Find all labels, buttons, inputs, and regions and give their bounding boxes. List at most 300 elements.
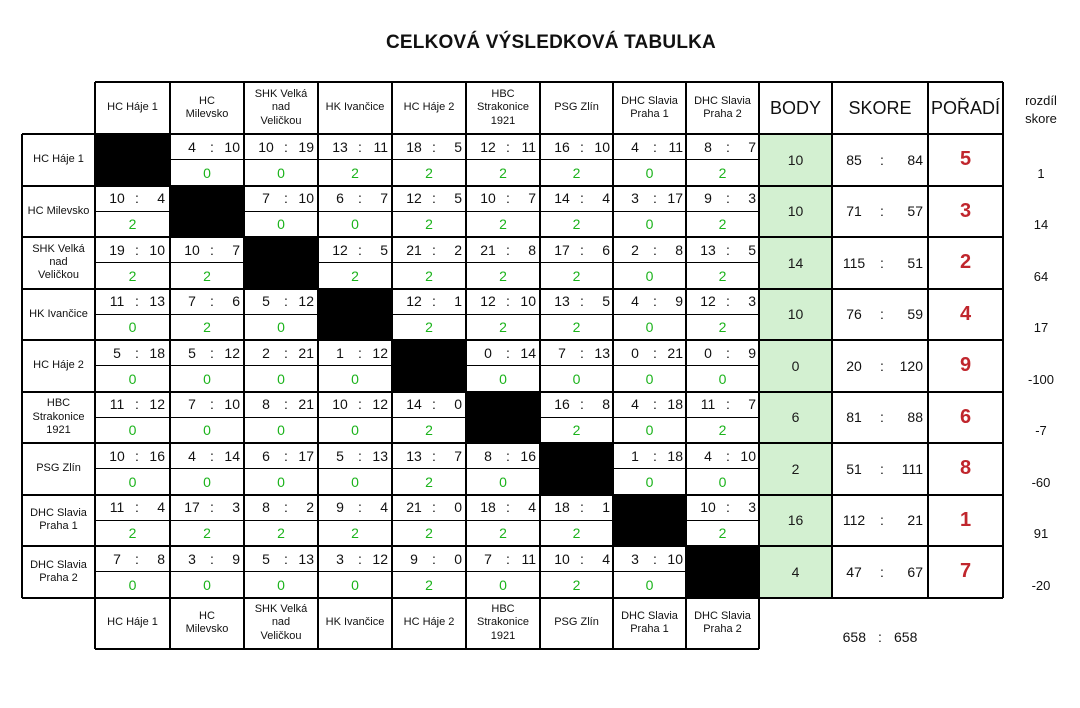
skore-total <box>832 600 928 674</box>
column-header-team: HBC Strakonice 1921 <box>477 88 529 127</box>
match-score <box>318 495 392 521</box>
score-home: 12 <box>332 241 348 258</box>
score-home: 5 <box>262 550 270 567</box>
column-footer-team: PSG Zlín <box>554 616 599 629</box>
score-separator: : <box>210 499 214 516</box>
score-away: 3 <box>232 499 240 516</box>
match-points: 0 <box>277 473 285 490</box>
score-away: 10 <box>594 138 610 155</box>
body-value: 4 <box>759 546 832 598</box>
score-separator: : <box>358 447 362 464</box>
score-separator: : <box>506 293 510 310</box>
score-separator: : <box>358 241 362 258</box>
score-home: 1 <box>336 344 344 361</box>
score-away: 4 <box>602 550 610 567</box>
score-home: 3 <box>631 190 639 207</box>
score-separator: : <box>653 550 657 567</box>
column-footer-team: HK Ivančice <box>325 616 385 629</box>
match-score <box>244 495 318 521</box>
score-away: 3 <box>748 499 756 516</box>
score-separator: : <box>135 293 139 310</box>
match-points: 0 <box>645 216 654 233</box>
score-away: 4 <box>602 190 610 207</box>
score-away: 13 <box>149 293 165 310</box>
rank-value: 8 <box>959 457 972 480</box>
score-away: 7 <box>454 447 462 464</box>
score-separator: : <box>506 499 510 516</box>
match-score <box>686 443 759 469</box>
score-home: 4 <box>704 447 712 464</box>
match-score <box>244 443 318 469</box>
grid-line <box>95 648 759 650</box>
match-points: 0 <box>645 319 654 336</box>
match-score <box>540 392 613 418</box>
score-away: 18 <box>667 447 683 464</box>
match-score <box>95 546 170 572</box>
match-score <box>95 340 170 366</box>
match-points: 0 <box>351 576 359 593</box>
score-home: 8 <box>704 138 712 155</box>
body-value: 0 <box>759 340 832 392</box>
grid-line <box>758 82 760 649</box>
score-home: 5 <box>336 447 344 464</box>
score-separator: : <box>284 550 288 567</box>
score-home: 0 <box>631 344 639 361</box>
match-points: 0 <box>203 576 211 593</box>
column-footer-team: HC Milevsko <box>185 609 229 635</box>
match-points: 2 <box>499 525 507 542</box>
score-separator: : <box>653 396 657 413</box>
match-points: 0 <box>128 422 137 439</box>
grid-line <box>95 262 759 263</box>
match-score <box>392 134 466 160</box>
rank-value: 6 <box>959 405 972 428</box>
score-away: 3 <box>748 293 756 310</box>
match-points: 0 <box>718 473 727 490</box>
score-home: 5 <box>188 344 196 361</box>
rozdil-value: 14 <box>1033 217 1049 233</box>
body-value: 10 <box>759 289 832 341</box>
score-home: 10 <box>109 190 125 207</box>
score-separator: : <box>210 344 214 361</box>
score-away: 12 <box>298 293 314 310</box>
score-separator: : <box>135 499 139 516</box>
rank-value: 7 <box>959 560 972 583</box>
skore-against: 21 <box>907 512 923 529</box>
score-home: 18 <box>480 499 496 516</box>
column-footer-team: SHK Velká nad Veličkou <box>254 603 308 642</box>
skore-for: 85 <box>846 151 862 168</box>
row-header-team: HC Háje 1 <box>33 153 84 166</box>
score-separator: : <box>284 138 288 155</box>
score-home: 13 <box>700 241 716 258</box>
match-score <box>686 392 759 418</box>
score-away: 16 <box>520 447 536 464</box>
score-away: 4 <box>528 499 536 516</box>
column-header-team: HC Háje 2 <box>403 101 455 114</box>
score-away: 18 <box>667 396 683 413</box>
score-separator: : <box>653 138 657 155</box>
column-header-team: SHK Velká nad Veličkou <box>254 88 308 127</box>
match-score <box>170 340 244 366</box>
match-points: 2 <box>718 319 727 336</box>
score-home: 13 <box>554 293 570 310</box>
match-score <box>466 340 540 366</box>
row-header-team: DHC Slavia Praha 1 <box>30 507 87 533</box>
match-points: 0 <box>277 422 285 439</box>
grid-line <box>95 365 759 366</box>
grid-line <box>95 417 759 418</box>
skore-against: 84 <box>907 151 923 168</box>
score-separator: : <box>135 550 139 567</box>
score-away: 7 <box>232 241 240 258</box>
match-score <box>466 289 540 315</box>
score-away: 11 <box>521 550 536 567</box>
score-away: 8 <box>602 396 610 413</box>
match-points: 2 <box>718 525 727 542</box>
skore-value <box>832 134 928 186</box>
match-score <box>244 546 318 572</box>
skore-against: 51 <box>907 254 923 271</box>
column-footer-team: DHC Slavia Praha 2 <box>694 609 751 635</box>
match-score <box>170 237 244 263</box>
match-points: 2 <box>572 422 581 439</box>
match-points: 2 <box>499 267 507 284</box>
match-score <box>170 443 244 469</box>
match-score <box>613 443 686 469</box>
score-home: 10 <box>109 447 125 464</box>
score-away: 7 <box>748 138 756 155</box>
match-points: 2 <box>203 525 211 542</box>
score-separator: : <box>135 447 139 464</box>
score-separator: : <box>358 138 362 155</box>
skore-against: 88 <box>907 409 923 426</box>
skore-value <box>832 546 928 598</box>
body-value: 6 <box>759 392 832 444</box>
score-separator: : <box>653 190 657 207</box>
score-home: 2 <box>631 241 639 258</box>
score-away: 10 <box>224 138 240 155</box>
score-home: 1 <box>631 447 639 464</box>
score-home: 11 <box>109 396 125 413</box>
skore-for: 115 <box>842 254 866 271</box>
score-away: 21 <box>298 396 314 413</box>
score-away: 16 <box>149 447 165 464</box>
match-points: 0 <box>277 164 285 181</box>
column-footer-team: HC Háje 2 <box>403 616 455 629</box>
poradi-header: POŘADÍ <box>930 97 1000 118</box>
score-home: 8 <box>262 499 270 516</box>
match-score <box>466 443 540 469</box>
row-header-team: HK Ivančice <box>29 307 88 320</box>
score-home: 17 <box>554 241 570 258</box>
score-away: 11 <box>521 138 536 155</box>
match-score <box>686 134 759 160</box>
match-score <box>466 134 540 160</box>
match-points: 0 <box>277 576 285 593</box>
score-away: 17 <box>667 190 683 207</box>
score-home: 9 <box>704 190 712 207</box>
rozdil-value: 91 <box>1033 526 1049 542</box>
rozdil-value: 17 <box>1033 320 1049 336</box>
score-away: 5 <box>602 293 610 310</box>
score-away: 14 <box>224 447 240 464</box>
match-score <box>613 186 686 212</box>
body-value: 10 <box>759 134 832 186</box>
match-score <box>244 289 318 315</box>
match-score <box>540 289 613 315</box>
score-separator: : <box>580 190 584 207</box>
match-score <box>244 392 318 418</box>
score-home: 21 <box>480 241 496 258</box>
score-home: 5 <box>262 293 270 310</box>
match-score <box>318 546 392 572</box>
rank-value: 3 <box>959 199 972 222</box>
score-home: 0 <box>704 344 712 361</box>
score-home: 10 <box>700 499 716 516</box>
score-home: 4 <box>188 447 196 464</box>
grid-line <box>927 82 929 598</box>
match-points: 2 <box>718 267 727 284</box>
match-score <box>170 546 244 572</box>
score-home: 7 <box>558 344 566 361</box>
score-home: 18 <box>406 138 422 155</box>
skore-for: 47 <box>846 563 862 580</box>
match-points: 0 <box>128 576 137 593</box>
score-separator: : <box>580 344 584 361</box>
match-points: 2 <box>425 164 433 181</box>
match-score <box>95 443 170 469</box>
score-away: 4 <box>157 499 165 516</box>
match-points: 2 <box>572 216 581 233</box>
column-header-team: HC Milevsko <box>185 94 229 120</box>
grid-line <box>95 81 1003 83</box>
score-home: 14 <box>554 190 570 207</box>
match-points: 2 <box>351 267 359 284</box>
score-home: 13 <box>332 138 348 155</box>
score-away: 5 <box>380 241 388 258</box>
match-points: 2 <box>128 216 137 233</box>
skore-for: 51 <box>846 460 862 477</box>
skore-separator: : <box>880 306 884 323</box>
row-header-team: DHC Slavia Praha 2 <box>30 558 87 584</box>
grid-line <box>1002 82 1004 598</box>
rozdil-value: -7 <box>1035 423 1047 439</box>
match-points: 2 <box>425 422 433 439</box>
score-home: 7 <box>262 190 270 207</box>
match-points: 0 <box>277 370 285 387</box>
skore-value <box>832 237 928 289</box>
match-points: 2 <box>203 319 211 336</box>
grid-line <box>95 159 759 160</box>
score-home: 3 <box>336 550 344 567</box>
match-score <box>540 546 613 572</box>
score-home: 4 <box>631 138 639 155</box>
score-away: 13 <box>298 550 314 567</box>
match-points: 2 <box>351 164 359 181</box>
row-header-team: HC Háje 2 <box>33 359 84 372</box>
skore-against: 59 <box>907 306 923 323</box>
score-away: 12 <box>372 344 388 361</box>
score-home: 10 <box>332 396 348 413</box>
score-home: 16 <box>554 396 570 413</box>
score-home: 12 <box>406 190 422 207</box>
rank-value: 9 <box>959 354 972 377</box>
score-home: 10 <box>480 190 496 207</box>
score-home: 5 <box>113 344 121 361</box>
rozdil-header: rozdíl skore <box>1025 93 1057 126</box>
skore-separator: : <box>880 357 884 374</box>
grid-line <box>317 82 319 649</box>
skore-separator: : <box>880 409 884 426</box>
score-separator: : <box>135 241 139 258</box>
score-home: 12 <box>480 138 496 155</box>
match-score <box>392 546 466 572</box>
score-away: 7 <box>748 396 756 413</box>
score-home: 11 <box>700 396 716 413</box>
match-score <box>244 186 318 212</box>
match-score <box>392 186 466 212</box>
total-separator: : <box>878 629 882 645</box>
score-away: 0 <box>454 550 462 567</box>
score-home: 17 <box>184 499 200 516</box>
skore-separator: : <box>880 512 884 529</box>
grid-line <box>831 82 833 598</box>
score-home: 4 <box>631 293 639 310</box>
score-separator: : <box>726 241 730 258</box>
score-separator: : <box>432 447 436 464</box>
rank-value: 1 <box>959 508 972 531</box>
score-separator: : <box>432 550 436 567</box>
score-separator: : <box>580 241 584 258</box>
match-score <box>613 546 686 572</box>
match-score <box>318 340 392 366</box>
score-home: 4 <box>188 138 196 155</box>
grid-line <box>612 82 614 649</box>
match-points: 0 <box>499 370 507 387</box>
rank-value: 2 <box>959 251 972 274</box>
score-separator: : <box>506 447 510 464</box>
match-points: 0 <box>277 216 285 233</box>
score-separator: : <box>726 138 730 155</box>
score-away: 8 <box>157 550 165 567</box>
match-score <box>613 392 686 418</box>
match-points: 2 <box>572 164 581 181</box>
score-home: 4 <box>631 396 639 413</box>
score-home: 18 <box>554 499 570 516</box>
match-score <box>613 237 686 263</box>
score-home: 8 <box>484 447 492 464</box>
match-score <box>686 186 759 212</box>
score-separator: : <box>726 499 730 516</box>
column-footer-team: DHC Slavia Praha 1 <box>621 609 678 635</box>
match-score <box>95 495 170 521</box>
score-away: 12 <box>224 344 240 361</box>
column-header-team: DHC Slavia Praha 2 <box>694 94 751 120</box>
score-home: 7 <box>484 550 492 567</box>
match-score <box>392 289 466 315</box>
body-value: 14 <box>759 237 832 289</box>
match-score <box>392 237 466 263</box>
score-home: 12 <box>406 293 422 310</box>
match-score <box>540 186 613 212</box>
match-points: 0 <box>351 473 359 490</box>
score-away: 10 <box>667 550 683 567</box>
match-score <box>170 134 244 160</box>
score-separator: : <box>432 138 436 155</box>
grid-line <box>94 82 96 649</box>
grid-line <box>391 82 393 649</box>
skore-for: 20 <box>846 357 862 374</box>
score-separator: : <box>432 293 436 310</box>
match-points: 2 <box>425 473 433 490</box>
score-separator: : <box>284 293 288 310</box>
score-separator: : <box>284 396 288 413</box>
match-score <box>466 237 540 263</box>
match-points: 2 <box>128 525 137 542</box>
match-points: 2 <box>425 576 433 593</box>
score-home: 21 <box>406 499 422 516</box>
match-points: 0 <box>351 216 359 233</box>
match-points: 0 <box>203 370 211 387</box>
score-home: 3 <box>631 550 639 567</box>
score-home: 21 <box>406 241 422 258</box>
score-separator: : <box>284 447 288 464</box>
match-points: 0 <box>645 576 654 593</box>
match-score <box>318 186 392 212</box>
match-points: 0 <box>351 370 359 387</box>
match-points: 2 <box>425 525 433 542</box>
score-away: 0 <box>454 499 462 516</box>
score-home: 3 <box>188 550 196 567</box>
match-score <box>318 237 392 263</box>
score-away: 0 <box>454 396 462 413</box>
match-score <box>170 289 244 315</box>
score-separator: : <box>210 447 214 464</box>
match-points: 2 <box>572 319 581 336</box>
score-away: 5 <box>454 190 462 207</box>
score-separator: : <box>580 396 584 413</box>
score-away: 6 <box>232 293 240 310</box>
score-away: 11 <box>668 138 683 155</box>
match-points: 0 <box>718 370 727 387</box>
skore-separator: : <box>880 563 884 580</box>
score-separator: : <box>358 396 362 413</box>
match-points: 0 <box>572 370 581 387</box>
score-home: 7 <box>188 293 196 310</box>
score-away: 10 <box>740 447 756 464</box>
match-points: 0 <box>277 319 285 336</box>
match-points: 2 <box>718 422 727 439</box>
match-points: 0 <box>203 422 211 439</box>
score-away: 3 <box>748 190 756 207</box>
column-header-team: DHC Slavia Praha 1 <box>621 94 678 120</box>
match-score <box>686 237 759 263</box>
match-points: 2 <box>499 216 507 233</box>
score-home: 14 <box>406 396 422 413</box>
score-separator: : <box>726 344 730 361</box>
match-points: 0 <box>499 576 507 593</box>
total-for: 658 <box>842 629 866 645</box>
score-home: 19 <box>109 241 125 258</box>
match-points: 0 <box>645 267 654 284</box>
score-separator: : <box>210 396 214 413</box>
score-separator: : <box>580 499 584 516</box>
body-header: BODY <box>769 97 821 118</box>
match-points: 0 <box>128 319 137 336</box>
skore-value <box>832 186 928 238</box>
skore-against: 67 <box>907 563 923 580</box>
